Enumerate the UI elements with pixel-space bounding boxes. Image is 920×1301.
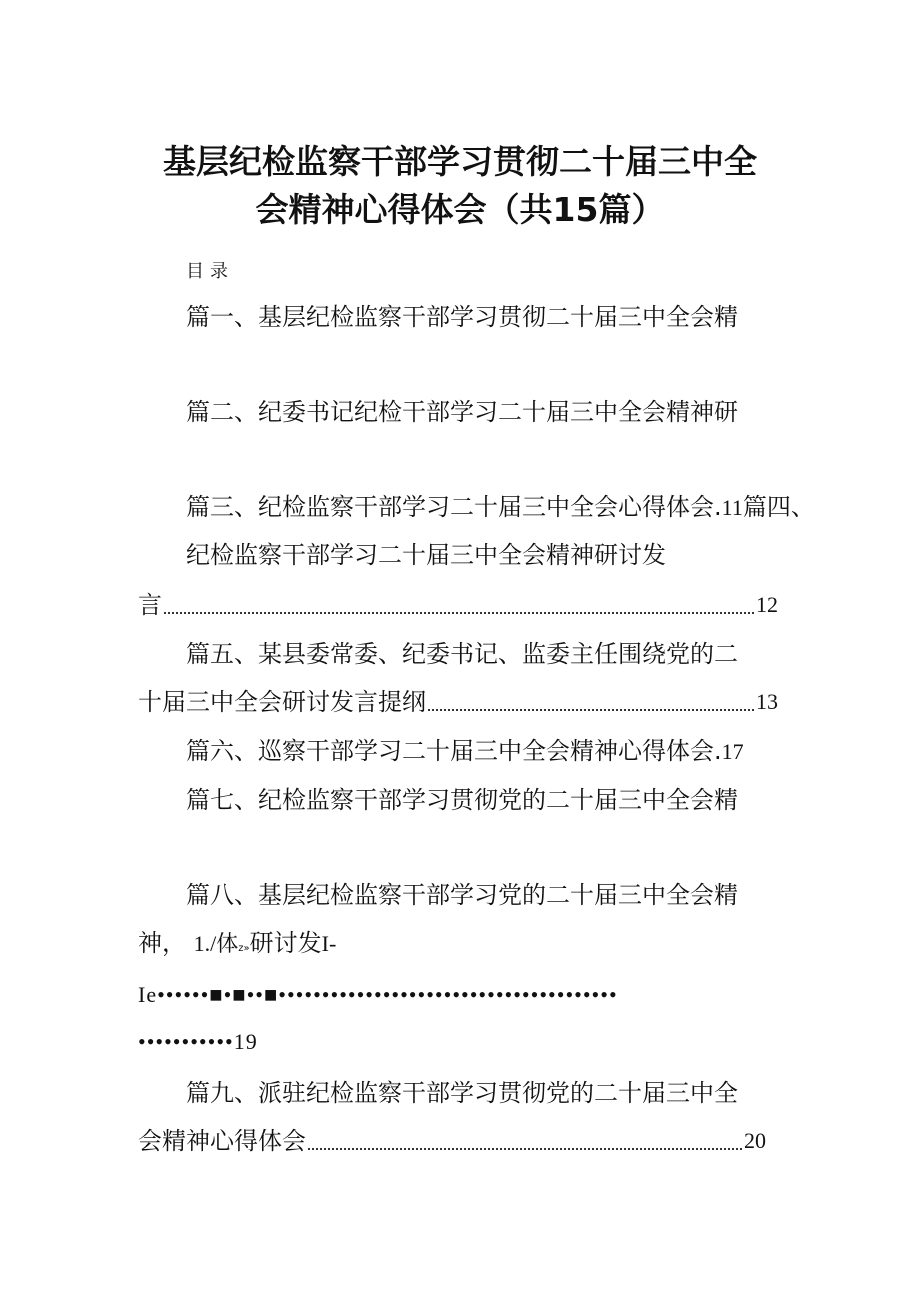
toc-entry-9-dotline[interactable]: [138, 1126, 766, 1156]
toc-entry-7[interactable]: 篇七、纪检监察干部学习贯彻党的二十届三中全会精: [186, 786, 738, 814]
toc-entry-8-page: 19: [233, 1029, 258, 1054]
toc-entry-9-line-2: 会精神心得体会: [138, 1127, 306, 1155]
document-title-line-1: 基层纪检监察干部学习贯彻二十届三中全: [163, 142, 757, 181]
toc-entry-3-page: 11: [721, 495, 743, 520]
toc-entry-8-fragment-c: z»: [238, 943, 250, 954]
toc-entry-6[interactable]: [186, 736, 744, 767]
toc-entry-4[interactable]: 纪检监察干部学习二十届三中全会精神研讨发: [186, 541, 666, 569]
toc-label: 目录: [186, 261, 234, 282]
toc-entry-8-line-2: [138, 928, 336, 964]
toc-entry-5-dotline[interactable]: [138, 687, 778, 717]
toc-entry-9[interactable]: 篇九、派驻纪检监察干部学习贯彻党的二十届三中全: [186, 1079, 738, 1107]
toc-entry-8-fragment-e: I-: [321, 931, 337, 956]
toc-entry-2[interactable]: 篇二、纪委书记纪检干部学习二十届三中全会精神研: [186, 398, 738, 426]
toc-entry-8-fragment-d: 研讨发: [249, 929, 322, 957]
toc-entry-9-page: 20: [744, 1128, 766, 1153]
toc-entry-8-dots: •••••••••••: [138, 1029, 234, 1054]
toc-entry-3-text: 篇三、纪检监察干部学习二十届三中全会心得体会.: [186, 493, 722, 521]
toc-entry-1[interactable]: 篇一、基层纪检监察干部学习贯彻二十届三中全会精: [186, 303, 738, 331]
toc-entry-8-fragment-a: 神，: [138, 929, 186, 957]
toc-entry-5[interactable]: 篇五、某县委常委、纪委书记、监委主任围绕党的二: [186, 640, 738, 668]
toc-entry-5-line-2: 十届三中全会研讨发言提纲: [138, 688, 426, 716]
toc-entry-6-page: 17: [721, 739, 744, 764]
dot-leader: [164, 611, 754, 614]
toc-entry-6-text: 篇六、巡察干部学习二十届三中全会精神心得体会.: [186, 737, 722, 765]
toc-entry-4-end: 言: [138, 591, 162, 619]
toc-entry-8-garbled-line: Ie••••••■•■••■•••••••••••••••••••••••••••••••••••••••: [138, 982, 618, 1007]
toc-entry-4-start: 篇四、: [742, 493, 815, 521]
toc-entry-3[interactable]: [186, 492, 815, 523]
toc-entry-8[interactable]: 篇八、基层纪检监察干部学习党的二十届三中全会精: [186, 881, 738, 909]
toc-entry-5-page: 13: [756, 689, 778, 714]
toc-entry-8-line-4: [138, 1029, 258, 1055]
dot-leader: [308, 1147, 742, 1150]
toc-entry-8-fragment-b: 1./体: [193, 931, 239, 956]
toc-entry-4-dotline[interactable]: [138, 590, 778, 620]
dot-leader: [428, 708, 754, 711]
toc-entry-4-page: 12: [756, 592, 778, 617]
document-title-line-2: 会精神心得体会（共15篇）: [255, 190, 665, 229]
